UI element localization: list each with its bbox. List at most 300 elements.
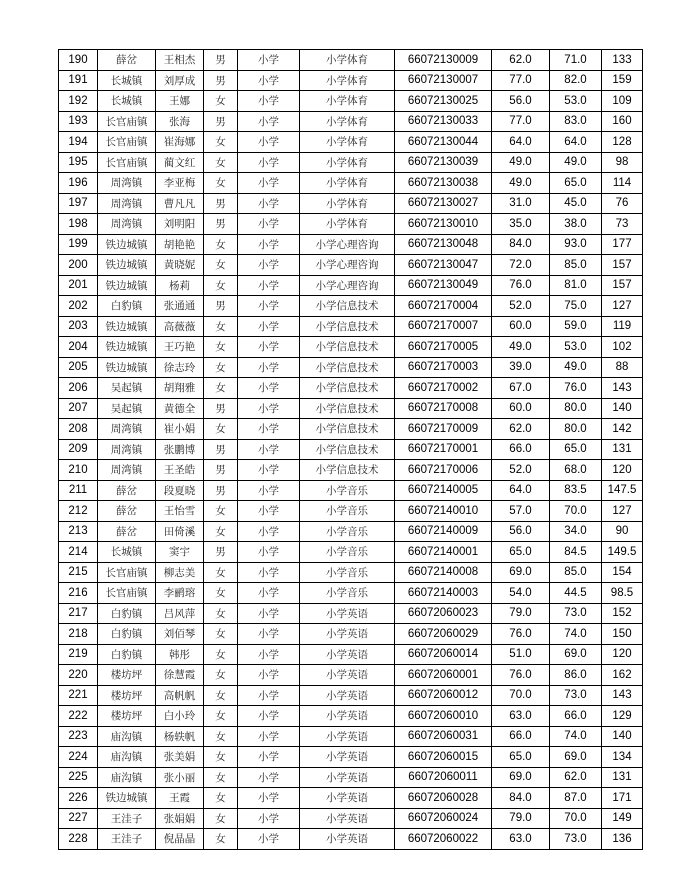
cell-score-interview: 45.0 (550, 193, 602, 214)
cell-subject: 小学体育 (300, 193, 395, 214)
cell-score-written: 52.0 (492, 296, 550, 317)
table-row (59, 521, 643, 542)
cell-total: 154 (602, 562, 643, 583)
cell-score-interview: 82.0 (550, 70, 602, 91)
cell-name: 王娜 (156, 91, 204, 112)
cell-town: 铁边城镇 (98, 337, 156, 358)
cell-score-interview: 62.0 (550, 767, 602, 788)
cell-score-written: 64.0 (492, 132, 550, 153)
cell-score-written: 76.0 (492, 624, 550, 645)
cell-score-interview: 49.0 (550, 152, 602, 173)
cell-index: 193 (59, 111, 98, 132)
table-row (59, 357, 643, 378)
cell-gender: 女 (204, 706, 238, 727)
cell-subject: 小学音乐 (300, 583, 395, 604)
cell-town: 长官庙镇 (98, 583, 156, 604)
cell-score-written: 69.0 (492, 767, 550, 788)
table-row (59, 214, 643, 235)
cell-total: 102 (602, 337, 643, 358)
cell-gender: 女 (204, 521, 238, 542)
cell-town: 薛岔 (98, 521, 156, 542)
cell-score-written: 31.0 (492, 193, 550, 214)
cell-level: 小学 (238, 542, 300, 563)
cell-subject: 小学心理咨询 (300, 234, 395, 255)
cell-score-interview: 83.5 (550, 480, 602, 501)
cell-gender: 女 (204, 132, 238, 153)
cell-gender: 女 (204, 152, 238, 173)
cell-index: 199 (59, 234, 98, 255)
cell-score-written: 69.0 (492, 562, 550, 583)
cell-exam-id: 66072140001 (395, 542, 492, 563)
cell-gender: 女 (204, 583, 238, 604)
cell-town: 周湾镇 (98, 214, 156, 235)
cell-index: 215 (59, 562, 98, 583)
table-row (59, 193, 643, 214)
cell-score-written: 35.0 (492, 214, 550, 235)
cell-score-interview: 74.0 (550, 726, 602, 747)
table-row (59, 439, 643, 460)
cell-level: 小学 (238, 829, 300, 850)
cell-subject: 小学信息技术 (300, 296, 395, 317)
cell-total: 140 (602, 726, 643, 747)
cell-index: 218 (59, 624, 98, 645)
cell-total: 73 (602, 214, 643, 235)
cell-score-interview: 71.0 (550, 50, 602, 71)
cell-level: 小学 (238, 214, 300, 235)
cell-exam-id: 66072170006 (395, 460, 492, 481)
cell-score-interview: 64.0 (550, 132, 602, 153)
cell-level: 小学 (238, 562, 300, 583)
cell-name: 胡翔雅 (156, 378, 204, 399)
cell-score-written: 77.0 (492, 70, 550, 91)
cell-gender: 女 (204, 316, 238, 337)
cell-name: 韩彤 (156, 644, 204, 665)
cell-name: 张小丽 (156, 767, 204, 788)
cell-subject: 小学信息技术 (300, 419, 395, 440)
cell-gender: 女 (204, 419, 238, 440)
cell-score-interview: 44.5 (550, 583, 602, 604)
table-row (59, 747, 643, 768)
cell-name: 徐慧霞 (156, 665, 204, 686)
table-row (59, 275, 643, 296)
cell-town: 白豹镇 (98, 603, 156, 624)
cell-subject: 小学体育 (300, 50, 395, 71)
cell-total: 127 (602, 296, 643, 317)
cell-level: 小学 (238, 583, 300, 604)
cell-name: 张通通 (156, 296, 204, 317)
cell-town: 白豹镇 (98, 296, 156, 317)
table-row (59, 624, 643, 645)
cell-score-written: 39.0 (492, 357, 550, 378)
cell-score-written: 67.0 (492, 378, 550, 399)
cell-total: 157 (602, 255, 643, 276)
cell-index: 201 (59, 275, 98, 296)
cell-subject: 小学体育 (300, 173, 395, 194)
table-row (59, 603, 643, 624)
cell-exam-id: 66072060031 (395, 726, 492, 747)
cell-name: 窦宇 (156, 542, 204, 563)
cell-level: 小学 (238, 296, 300, 317)
cell-score-written: 84.0 (492, 788, 550, 809)
cell-score-written: 66.0 (492, 439, 550, 460)
cell-score-written: 63.0 (492, 706, 550, 727)
cell-total: 129 (602, 706, 643, 727)
cell-name: 王怡雪 (156, 501, 204, 522)
cell-score-written: 72.0 (492, 255, 550, 276)
cell-exam-id: 66072170005 (395, 337, 492, 358)
cell-index: 204 (59, 337, 98, 358)
results-table (58, 49, 643, 850)
cell-score-interview: 69.0 (550, 644, 602, 665)
table-row (59, 665, 643, 686)
cell-name: 徐志玲 (156, 357, 204, 378)
cell-exam-id: 66072060023 (395, 603, 492, 624)
cell-score-interview: 70.0 (550, 808, 602, 829)
cell-town: 楼坊坪 (98, 665, 156, 686)
cell-index: 212 (59, 501, 98, 522)
cell-exam-id: 66072140003 (395, 583, 492, 604)
cell-town: 庙沟镇 (98, 747, 156, 768)
cell-town: 白豹镇 (98, 644, 156, 665)
cell-level: 小学 (238, 665, 300, 686)
cell-index: 206 (59, 378, 98, 399)
cell-total: 142 (602, 419, 643, 440)
cell-level: 小学 (238, 132, 300, 153)
cell-level: 小学 (238, 726, 300, 747)
cell-subject: 小学体育 (300, 152, 395, 173)
cell-gender: 男 (204, 214, 238, 235)
cell-exam-id: 66072170009 (395, 419, 492, 440)
table-row (59, 316, 643, 337)
cell-index: 192 (59, 91, 98, 112)
cell-name: 蔺文红 (156, 152, 204, 173)
cell-level: 小学 (238, 603, 300, 624)
cell-town: 庙沟镇 (98, 767, 156, 788)
cell-total: 152 (602, 603, 643, 624)
cell-gender: 男 (204, 480, 238, 501)
cell-subject: 小学信息技术 (300, 337, 395, 358)
cell-subject: 小学英语 (300, 624, 395, 645)
cell-score-written: 76.0 (492, 275, 550, 296)
cell-exam-id: 66072060012 (395, 685, 492, 706)
cell-town: 薛岔 (98, 501, 156, 522)
cell-gender: 女 (204, 603, 238, 624)
cell-town: 周湾镇 (98, 419, 156, 440)
cell-gender: 男 (204, 296, 238, 317)
cell-name: 白小玲 (156, 706, 204, 727)
cell-level: 小学 (238, 398, 300, 419)
cell-subject: 小学英语 (300, 603, 395, 624)
cell-level: 小学 (238, 747, 300, 768)
cell-score-written: 63.0 (492, 829, 550, 850)
cell-total: 150 (602, 624, 643, 645)
cell-name: 黄德全 (156, 398, 204, 419)
cell-name: 杨莉 (156, 275, 204, 296)
cell-subject: 小学英语 (300, 788, 395, 809)
cell-index: 209 (59, 439, 98, 460)
cell-town: 铁边城镇 (98, 275, 156, 296)
cell-gender: 男 (204, 460, 238, 481)
cell-score-written: 77.0 (492, 111, 550, 132)
table-row (59, 234, 643, 255)
cell-gender: 女 (204, 726, 238, 747)
cell-total: 131 (602, 767, 643, 788)
cell-score-interview: 84.5 (550, 542, 602, 563)
cell-score-written: 79.0 (492, 808, 550, 829)
cell-score-interview: 83.0 (550, 111, 602, 132)
cell-score-interview: 38.0 (550, 214, 602, 235)
cell-score-interview: 80.0 (550, 419, 602, 440)
cell-exam-id: 66072130038 (395, 173, 492, 194)
cell-index: 228 (59, 829, 98, 850)
cell-town: 长城镇 (98, 542, 156, 563)
cell-score-written: 64.0 (492, 480, 550, 501)
cell-subject: 小学音乐 (300, 501, 395, 522)
table-row (59, 808, 643, 829)
cell-subject: 小学英语 (300, 665, 395, 686)
table-row (59, 685, 643, 706)
cell-exam-id: 66072130010 (395, 214, 492, 235)
cell-total: 171 (602, 788, 643, 809)
cell-gender: 女 (204, 685, 238, 706)
cell-exam-id: 66072060029 (395, 624, 492, 645)
cell-score-interview: 75.0 (550, 296, 602, 317)
cell-gender: 女 (204, 91, 238, 112)
cell-subject: 小学英语 (300, 829, 395, 850)
cell-level: 小学 (238, 275, 300, 296)
cell-total: 128 (602, 132, 643, 153)
cell-score-interview: 65.0 (550, 439, 602, 460)
cell-exam-id: 66072130033 (395, 111, 492, 132)
cell-exam-id: 66072140008 (395, 562, 492, 583)
cell-index: 191 (59, 70, 98, 91)
cell-total: 119 (602, 316, 643, 337)
table-row (59, 767, 643, 788)
cell-score-interview: 81.0 (550, 275, 602, 296)
cell-town: 王洼子 (98, 808, 156, 829)
cell-town: 周湾镇 (98, 460, 156, 481)
cell-total: 109 (602, 91, 643, 112)
cell-level: 小学 (238, 767, 300, 788)
cell-town: 庙沟镇 (98, 726, 156, 747)
table-row (59, 788, 643, 809)
cell-level: 小学 (238, 419, 300, 440)
cell-index: 221 (59, 685, 98, 706)
cell-name: 倪晶晶 (156, 829, 204, 850)
cell-name: 刘佰琴 (156, 624, 204, 645)
cell-level: 小学 (238, 480, 300, 501)
cell-index: 202 (59, 296, 98, 317)
cell-exam-id: 66072060014 (395, 644, 492, 665)
cell-name: 杨轶帆 (156, 726, 204, 747)
cell-exam-id: 66072170004 (395, 296, 492, 317)
cell-level: 小学 (238, 788, 300, 809)
cell-total: 131 (602, 439, 643, 460)
cell-total: 127 (602, 501, 643, 522)
cell-gender: 女 (204, 644, 238, 665)
cell-gender: 女 (204, 275, 238, 296)
cell-town: 长官庙镇 (98, 132, 156, 153)
cell-score-interview: 85.0 (550, 562, 602, 583)
cell-total: 114 (602, 173, 643, 194)
cell-level: 小学 (238, 357, 300, 378)
cell-name: 刘明阳 (156, 214, 204, 235)
cell-total: 149.5 (602, 542, 643, 563)
cell-gender: 女 (204, 255, 238, 276)
cell-index: 227 (59, 808, 98, 829)
cell-name: 段夏晓 (156, 480, 204, 501)
cell-level: 小学 (238, 111, 300, 132)
cell-name: 崔海娜 (156, 132, 204, 153)
table-row (59, 829, 643, 850)
cell-score-written: 76.0 (492, 665, 550, 686)
cell-town: 铁边城镇 (98, 788, 156, 809)
table-row (59, 562, 643, 583)
cell-level: 小学 (238, 624, 300, 645)
cell-subject: 小学音乐 (300, 542, 395, 563)
cell-subject: 小学英语 (300, 747, 395, 768)
cell-exam-id: 66072060015 (395, 747, 492, 768)
cell-index: 213 (59, 521, 98, 542)
cell-level: 小学 (238, 378, 300, 399)
cell-exam-id: 66072130025 (395, 91, 492, 112)
cell-name: 王巧艳 (156, 337, 204, 358)
cell-gender: 男 (204, 70, 238, 91)
cell-exam-id: 66072140010 (395, 501, 492, 522)
table-row (59, 480, 643, 501)
cell-score-interview: 49.0 (550, 357, 602, 378)
cell-exam-id: 66072140009 (395, 521, 492, 542)
cell-level: 小学 (238, 50, 300, 71)
cell-level: 小学 (238, 337, 300, 358)
cell-score-written: 56.0 (492, 91, 550, 112)
table-row (59, 70, 643, 91)
cell-subject: 小学信息技术 (300, 357, 395, 378)
cell-index: 217 (59, 603, 98, 624)
cell-level: 小学 (238, 685, 300, 706)
cell-total: 140 (602, 398, 643, 419)
table-row (59, 644, 643, 665)
cell-gender: 男 (204, 439, 238, 460)
cell-subject: 小学英语 (300, 767, 395, 788)
cell-gender: 女 (204, 665, 238, 686)
table-row (59, 111, 643, 132)
cell-subject: 小学信息技术 (300, 439, 395, 460)
cell-exam-id: 66072140005 (395, 480, 492, 501)
cell-score-written: 65.0 (492, 747, 550, 768)
table-row (59, 501, 643, 522)
cell-subject: 小学信息技术 (300, 398, 395, 419)
table-row (59, 398, 643, 419)
cell-index: 196 (59, 173, 98, 194)
cell-index: 210 (59, 460, 98, 481)
cell-town: 长官庙镇 (98, 111, 156, 132)
cell-gender: 女 (204, 173, 238, 194)
table-row (59, 378, 643, 399)
cell-total: 143 (602, 378, 643, 399)
cell-exam-id: 66072130009 (395, 50, 492, 71)
cell-exam-id: 66072130044 (395, 132, 492, 153)
cell-subject: 小学心理咨询 (300, 275, 395, 296)
table-row (59, 152, 643, 173)
cell-level: 小学 (238, 70, 300, 91)
cell-score-interview: 34.0 (550, 521, 602, 542)
cell-index: 208 (59, 419, 98, 440)
cell-index: 226 (59, 788, 98, 809)
cell-gender: 女 (204, 337, 238, 358)
cell-name: 刘厚成 (156, 70, 204, 91)
cell-gender: 女 (204, 808, 238, 829)
cell-index: 225 (59, 767, 98, 788)
cell-subject: 小学音乐 (300, 521, 395, 542)
cell-subject: 小学体育 (300, 111, 395, 132)
cell-index: 216 (59, 583, 98, 604)
table-row (59, 419, 643, 440)
cell-gender: 女 (204, 747, 238, 768)
cell-score-written: 60.0 (492, 398, 550, 419)
table-row (59, 542, 643, 563)
cell-level: 小学 (238, 91, 300, 112)
cell-subject: 小学英语 (300, 706, 395, 727)
table-row (59, 706, 643, 727)
cell-score-interview: 53.0 (550, 337, 602, 358)
cell-level: 小学 (238, 173, 300, 194)
cell-subject: 小学体育 (300, 132, 395, 153)
cell-town: 长官庙镇 (98, 562, 156, 583)
cell-gender: 男 (204, 542, 238, 563)
cell-town: 铁边城镇 (98, 357, 156, 378)
table-row (59, 583, 643, 604)
cell-subject: 小学信息技术 (300, 316, 395, 337)
cell-name: 王霞 (156, 788, 204, 809)
cell-score-interview: 53.0 (550, 91, 602, 112)
cell-score-written: 84.0 (492, 234, 550, 255)
cell-gender: 男 (204, 50, 238, 71)
cell-index: 211 (59, 480, 98, 501)
cell-town: 铁边城镇 (98, 234, 156, 255)
cell-total: 160 (602, 111, 643, 132)
cell-town: 吴起镇 (98, 398, 156, 419)
cell-exam-id: 66072130047 (395, 255, 492, 276)
table-row (59, 726, 643, 747)
cell-name: 李亚梅 (156, 173, 204, 194)
cell-town: 周湾镇 (98, 193, 156, 214)
cell-index: 220 (59, 665, 98, 686)
cell-name: 崔小娟 (156, 419, 204, 440)
cell-score-written: 65.0 (492, 542, 550, 563)
cell-index: 219 (59, 644, 98, 665)
cell-gender: 女 (204, 234, 238, 255)
cell-subject: 小学信息技术 (300, 378, 395, 399)
table-row (59, 91, 643, 112)
cell-score-interview: 69.0 (550, 747, 602, 768)
cell-level: 小学 (238, 439, 300, 460)
cell-exam-id: 66072060022 (395, 829, 492, 850)
cell-name: 张海 (156, 111, 204, 132)
table-row (59, 50, 643, 71)
cell-score-written: 62.0 (492, 419, 550, 440)
cell-name: 曹凡凡 (156, 193, 204, 214)
cell-exam-id: 66072170002 (395, 378, 492, 399)
cell-level: 小学 (238, 460, 300, 481)
cell-score-written: 56.0 (492, 521, 550, 542)
cell-score-written: 79.0 (492, 603, 550, 624)
cell-exam-id: 66072060024 (395, 808, 492, 829)
table-row (59, 337, 643, 358)
table-body (59, 50, 643, 850)
cell-gender: 女 (204, 378, 238, 399)
cell-total: 134 (602, 747, 643, 768)
